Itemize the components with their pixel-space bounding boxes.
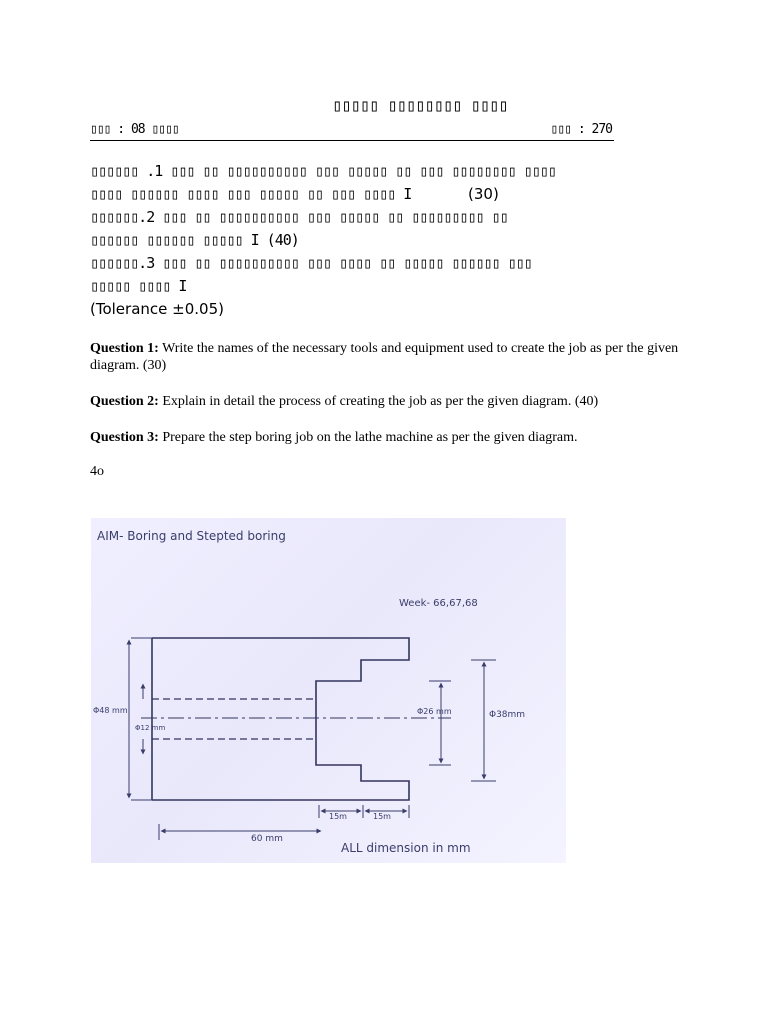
- english-q3-text: Prepare the step boring job on the lathe machine as per the given diagram.: [158, 430, 578, 445]
- step1-length-label: 15m: [329, 812, 347, 821]
- hindi-q1-line2: ▯▯▯▯ ▯▯▯▯▯▯ ▯▯▯▯ ▯▯▯ ▯▯▯▯▯ ▯▯ ▯▯▯ ▯▯▯▯ I: [90, 185, 412, 203]
- time-label: ▯▯▯ : 08 ▯▯▯▯: [90, 122, 179, 137]
- english-question-3: [90, 429, 680, 446]
- exam-title: ▯▯▯▯▯ ▯▯▯▯▯▯▯▯ ▯▯▯▯: [332, 96, 508, 116]
- aim-title: AIM- Boring and Stepted boring: [97, 529, 286, 543]
- hindi-q2-line1: ▯▯▯▯▯▯.2 ▯▯▯ ▯▯ ▯▯▯▯▯▯▯▯▯▯ ▯▯▯ ▯▯▯▯▯ ▯▯ ▯▯▯▯▯▯▯▯▯ ▯▯: [90, 208, 508, 226]
- english-q1-label: Question 1:: [90, 341, 159, 356]
- mid-diameter-label: Φ26 mm: [417, 707, 452, 716]
- hindi-question-3: [90, 252, 670, 298]
- stray-note: 4o: [90, 464, 104, 479]
- exam-meta-row: [90, 122, 614, 141]
- step2-length-label: 15m: [373, 812, 391, 821]
- english-question-1: [90, 340, 680, 374]
- marks-label: ▯▯▯ : 270: [550, 122, 612, 137]
- total-length-label: 60 mm: [251, 834, 283, 844]
- boring-job-drawing: [91, 518, 566, 863]
- large-diameter-label: Φ38mm: [489, 710, 526, 720]
- english-question-2: [90, 393, 680, 410]
- tolerance-note: (Tolerance ±0.05): [90, 300, 224, 318]
- hindi-q1-marks: (30): [468, 185, 499, 203]
- hindi-question-2: [90, 206, 670, 252]
- job-outline: [152, 638, 409, 800]
- english-q2-label: Question 2:: [90, 394, 159, 409]
- dimension-footer: ALL dimension in mm: [341, 841, 471, 855]
- hindi-q1-line2-wrap: [90, 183, 670, 206]
- small-diameter-label: Φ12 mm: [135, 724, 166, 732]
- outer-diameter-label: Φ48 mm: [93, 706, 128, 715]
- hindi-question-1: [90, 160, 670, 206]
- english-q1-text: Write the names of the necessary tools and equipment used to create the job as per the given diagram. (30): [90, 341, 679, 373]
- english-q3-label: Question 3:: [90, 430, 159, 445]
- hindi-q3-line1: ▯▯▯▯▯▯.3 ▯▯▯ ▯▯ ▯▯▯▯▯▯▯▯▯▯ ▯▯▯ ▯▯▯▯ ▯▯ ▯▯▯▯▯ ▯▯▯▯▯▯ ▯▯▯: [90, 254, 532, 272]
- hindi-q1-line1: ▯▯▯▯▯▯ .1 ▯▯▯ ▯▯ ▯▯▯▯▯▯▯▯▯▯ ▯▯▯ ▯▯▯▯▯ ▯▯ ▯▯▯ ▯▯▯▯▯▯▯▯ ▯▯▯▯: [90, 162, 556, 180]
- boring-job-drawing-photo: [91, 518, 566, 863]
- bore-lines: [152, 699, 316, 739]
- hindi-q3-line2: ▯▯▯▯▯ ▯▯▯▯ I: [90, 277, 187, 295]
- hindi-q2-line2: ▯▯▯▯▯▯ ▯▯▯▯▯▯ ▯▯▯▯▯ I (40): [90, 231, 299, 249]
- english-q2-text: Explain in detail the process of creating the job as per the given diagram. (40): [158, 394, 599, 409]
- week-label: Week- 66,67,68: [399, 598, 478, 609]
